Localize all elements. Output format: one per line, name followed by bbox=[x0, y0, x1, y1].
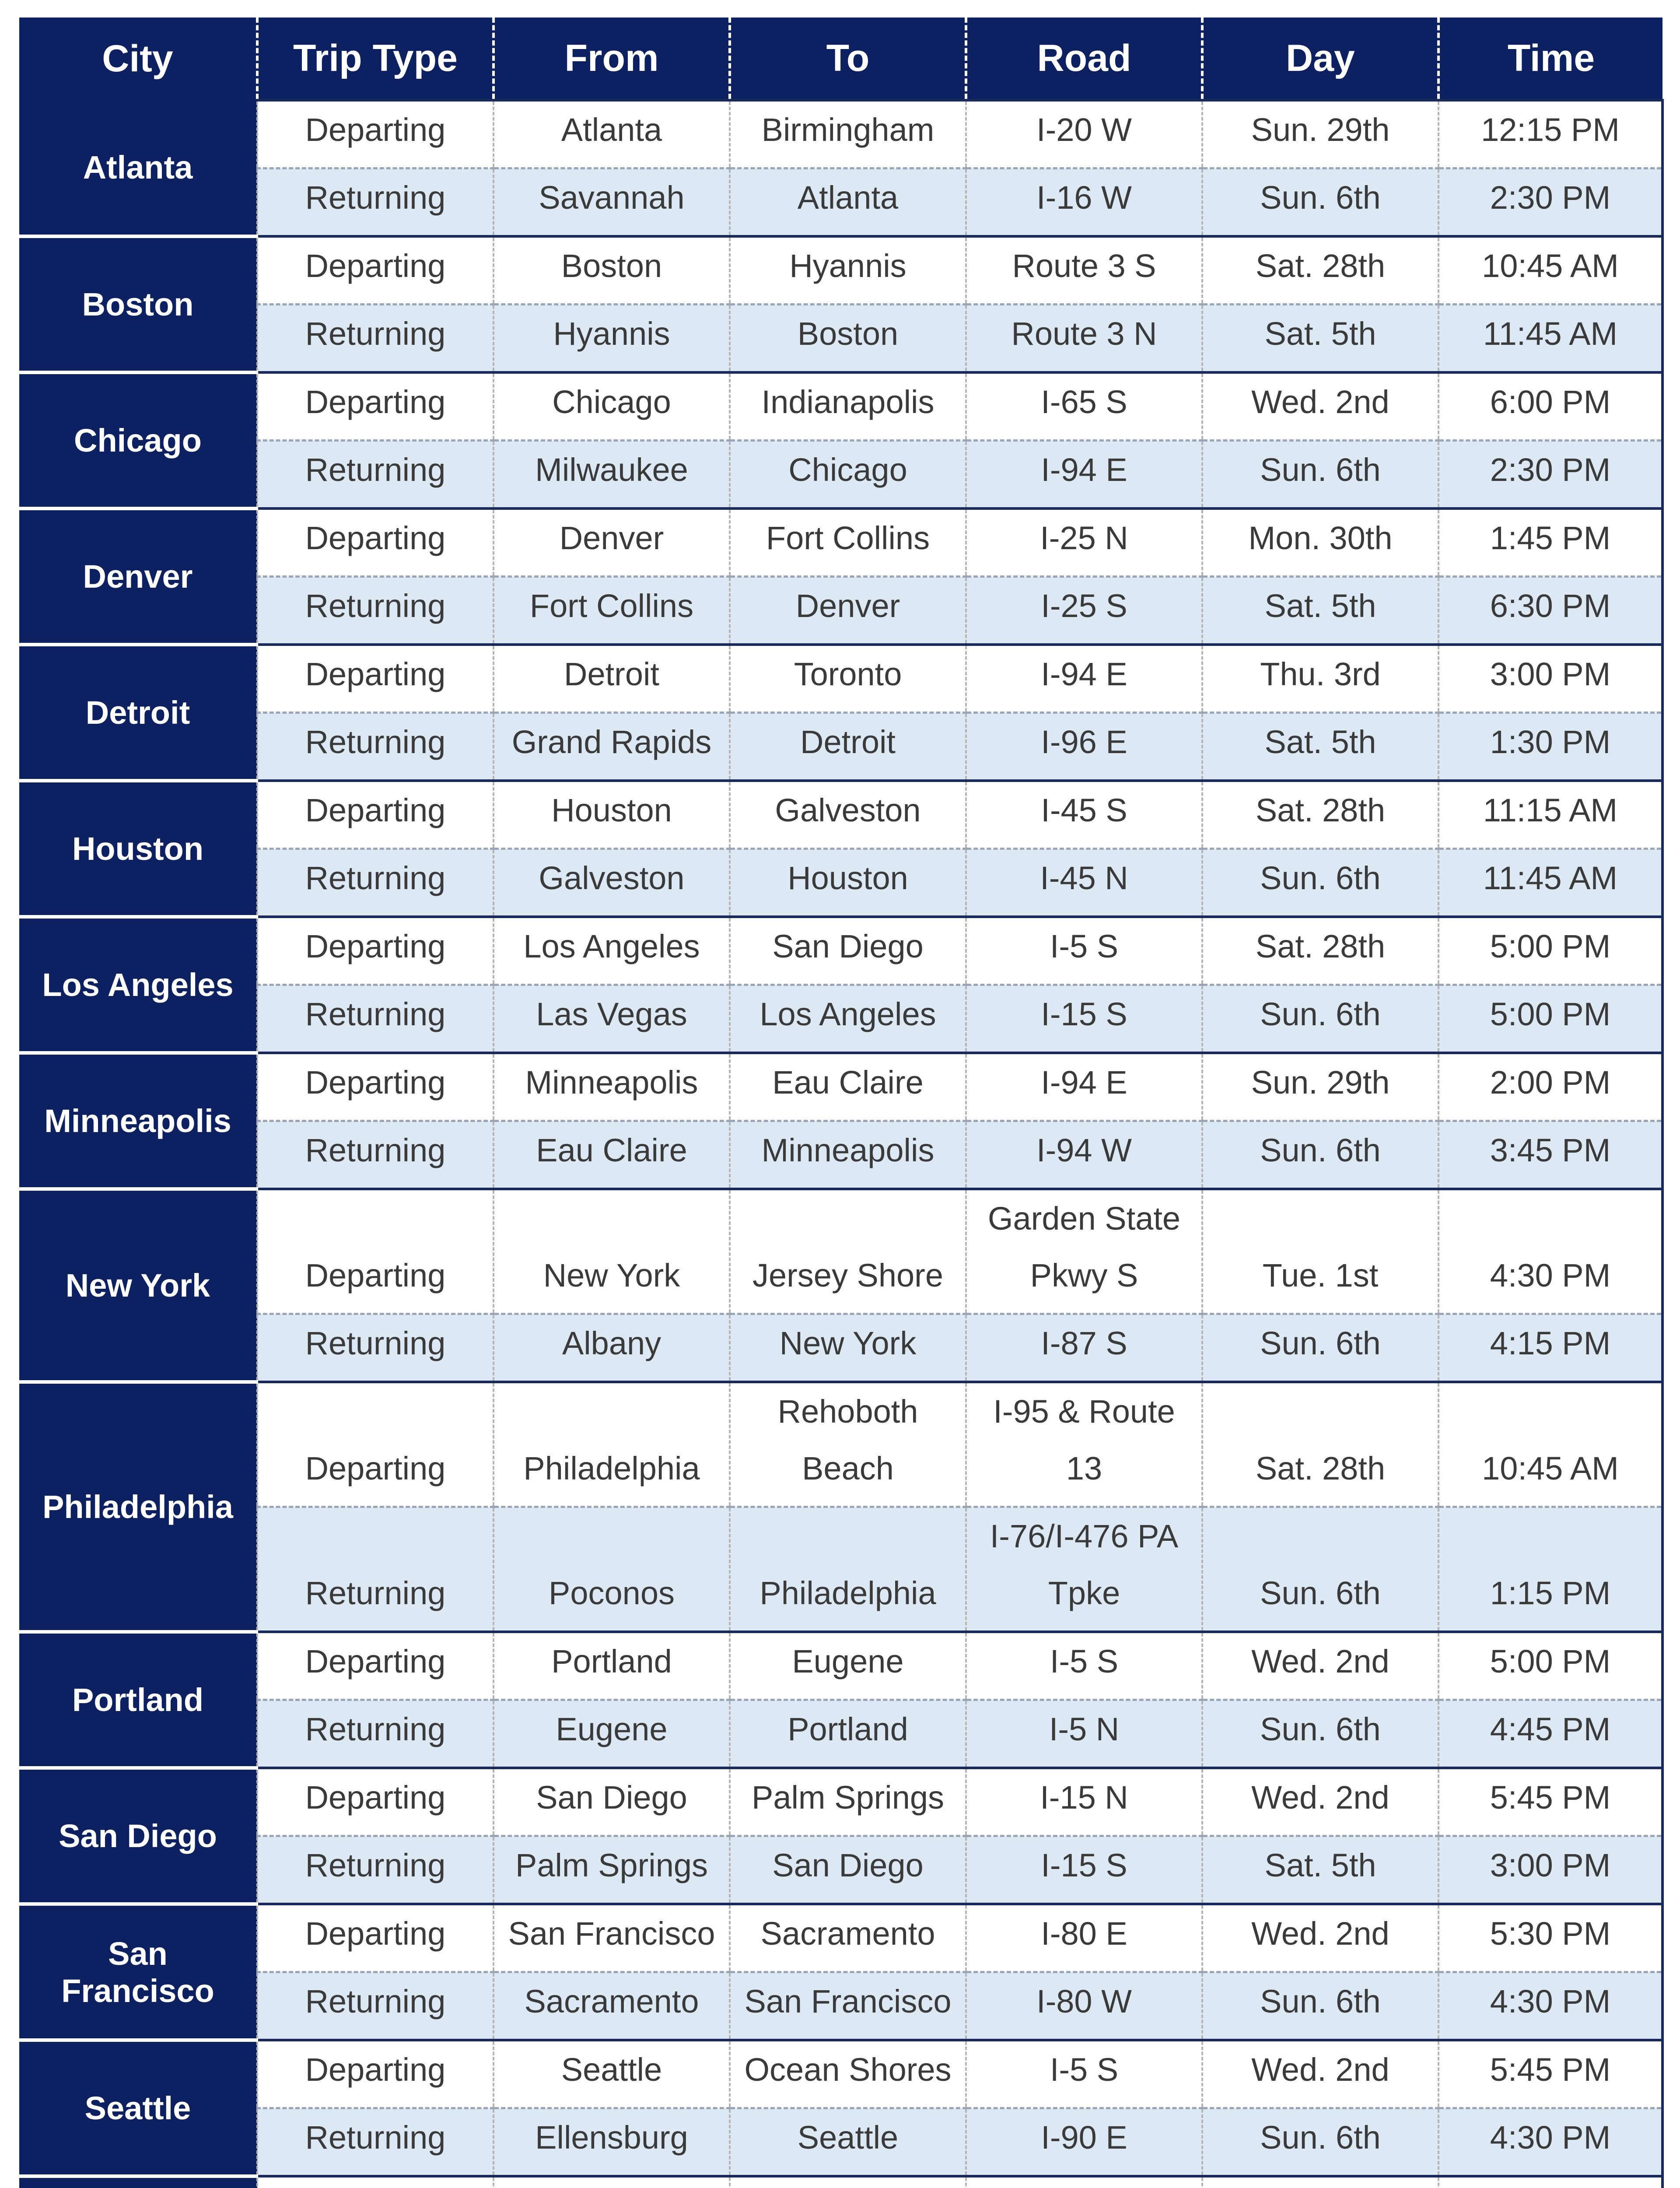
day-cell: Sun. 6th bbox=[1202, 1972, 1438, 2041]
city-cell: Philadelphia bbox=[19, 1382, 257, 1632]
to-cell: Boston bbox=[730, 305, 966, 373]
day-cell: Sat. 5th bbox=[1202, 1836, 1438, 1904]
from-cell: Philadelphia bbox=[494, 1382, 730, 1507]
to-cell: Detroit bbox=[730, 713, 966, 781]
time-cell: 5:00 PM bbox=[1438, 917, 1662, 985]
road-cell: I-5 S bbox=[966, 1632, 1202, 1700]
trip-type-cell: Returning bbox=[257, 2108, 494, 2177]
to-cell: Los Angeles bbox=[730, 985, 966, 1053]
time-cell: 11:15 AM bbox=[1438, 781, 1662, 849]
trip-type-cell: Departing bbox=[257, 917, 494, 985]
trip-type-cell: Departing bbox=[257, 2040, 494, 2108]
table-row bbox=[19, 849, 1662, 917]
time-cell: 10:45 AM bbox=[1438, 1382, 1662, 1507]
road-cell: I-90 E bbox=[966, 2108, 1202, 2177]
time-cell: 4:30 PM bbox=[1438, 1972, 1662, 2041]
header-from: From bbox=[494, 18, 730, 100]
day-cell: Tue. 1st bbox=[1202, 1189, 1438, 1314]
time-cell: 1:45 PM bbox=[1438, 508, 1662, 577]
time-cell: 5:30 PM bbox=[1438, 1904, 1662, 1972]
to-cell: Portland bbox=[730, 1700, 966, 1768]
time-cell: 3:00 PM bbox=[1438, 645, 1662, 713]
to-cell: Birmingham bbox=[730, 100, 966, 168]
table-row bbox=[19, 1632, 1662, 1700]
table-row bbox=[19, 2108, 1662, 2177]
day-cell: Sun. 6th bbox=[1202, 985, 1438, 1053]
city-cell: Chicago bbox=[19, 372, 257, 508]
to-cell: Eugene bbox=[730, 1632, 966, 1700]
day-cell: Sun. 6th bbox=[1202, 1314, 1438, 1382]
table-row bbox=[19, 508, 1662, 577]
trip-type-cell: Departing bbox=[257, 372, 494, 441]
to-cell bbox=[730, 2176, 966, 2188]
trip-type-cell: Departing bbox=[257, 1189, 494, 1314]
trip-type-cell: Returning bbox=[257, 1700, 494, 1768]
day-cell: Sun. 29th bbox=[1202, 100, 1438, 168]
road-cell: I-87 S bbox=[966, 1314, 1202, 1382]
day-cell: Sat. 28th bbox=[1202, 917, 1438, 985]
road-cell: I-94 E bbox=[966, 1053, 1202, 1121]
to-cell: Denver bbox=[730, 577, 966, 645]
day-cell: Sun. 29th bbox=[1202, 1053, 1438, 1121]
table-row bbox=[19, 2040, 1662, 2108]
trip-type-cell: Returning bbox=[257, 1507, 494, 1632]
time-cell: 1:30 PM bbox=[1438, 713, 1662, 781]
to-cell: Jersey Shore bbox=[730, 1189, 966, 1314]
trip-type-cell: Returning bbox=[257, 1972, 494, 2041]
time-cell: 6:00 PM bbox=[1438, 372, 1662, 441]
day-cell: Wed. 2nd bbox=[1202, 1768, 1438, 1836]
header-to: To bbox=[730, 18, 966, 100]
to-cell: New York bbox=[730, 1314, 966, 1382]
to-cell: Chicago bbox=[730, 441, 966, 509]
trip-type-cell: Departing bbox=[257, 508, 494, 577]
city-cell: Detroit bbox=[19, 645, 257, 781]
day-cell: Sun. 6th bbox=[1202, 1507, 1438, 1632]
to-cell: Galveston bbox=[730, 781, 966, 849]
to-cell: San Diego bbox=[730, 917, 966, 985]
trip-type-cell bbox=[257, 2176, 494, 2188]
from-cell: San Francisco bbox=[494, 1904, 730, 1972]
city-cell: Seattle bbox=[19, 2040, 257, 2176]
table-row bbox=[19, 1507, 1662, 1632]
time-cell: 11:45 AM bbox=[1438, 849, 1662, 917]
day-cell: Sun. 6th bbox=[1202, 2108, 1438, 2177]
to-cell: Indianapolis bbox=[730, 372, 966, 441]
time-cell: 5:45 PM bbox=[1438, 1768, 1662, 1836]
header-time: Time bbox=[1438, 18, 1662, 100]
road-cell: I-96 E bbox=[966, 713, 1202, 781]
table-row bbox=[19, 1121, 1662, 1189]
road-cell: I-45 S bbox=[966, 781, 1202, 849]
header-trip-type: Trip Type bbox=[257, 18, 494, 100]
city-cell bbox=[19, 2176, 257, 2188]
road-cell: I-20 W bbox=[966, 100, 1202, 168]
to-cell: Palm Springs bbox=[730, 1768, 966, 1836]
day-cell: Wed. 2nd bbox=[1202, 2040, 1438, 2108]
day-cell: Sat. 5th bbox=[1202, 305, 1438, 373]
road-cell: I-5 N bbox=[966, 1700, 1202, 1768]
from-cell: Los Angeles bbox=[494, 917, 730, 985]
time-cell: 5:45 PM bbox=[1438, 2040, 1662, 2108]
city-cell: New York bbox=[19, 1189, 257, 1382]
road-cell: I-5 S bbox=[966, 2040, 1202, 2108]
table-row bbox=[19, 441, 1662, 509]
time-cell: 4:30 PM bbox=[1438, 2108, 1662, 2177]
city-cell: Houston bbox=[19, 781, 257, 917]
table-row bbox=[19, 1053, 1662, 1121]
to-cell: Atlanta bbox=[730, 168, 966, 237]
day-cell: Sat. 5th bbox=[1202, 577, 1438, 645]
day-cell: Sat. 28th bbox=[1202, 236, 1438, 305]
city-cell: Denver bbox=[19, 508, 257, 645]
road-cell: I-5 S bbox=[966, 917, 1202, 985]
road-cell: I-45 N bbox=[966, 849, 1202, 917]
table-row bbox=[19, 1700, 1662, 1768]
trip-type-cell: Returning bbox=[257, 577, 494, 645]
from-cell: Atlanta bbox=[494, 100, 730, 168]
table-row bbox=[19, 645, 1662, 713]
road-cell: I-76/I-476 PA Tpke bbox=[966, 1507, 1202, 1632]
road-cell bbox=[966, 2176, 1202, 2188]
time-cell: 1:15 PM bbox=[1438, 1507, 1662, 1632]
to-cell: Sacramento bbox=[730, 1904, 966, 1972]
day-cell: Sun. 6th bbox=[1202, 849, 1438, 917]
time-cell: 4:45 PM bbox=[1438, 1700, 1662, 1768]
trip-type-cell: Departing bbox=[257, 1768, 494, 1836]
trip-type-cell: Departing bbox=[257, 1382, 494, 1507]
table-row bbox=[19, 713, 1662, 781]
from-cell: Las Vegas bbox=[494, 985, 730, 1053]
to-cell: San Diego bbox=[730, 1836, 966, 1904]
from-cell: Eugene bbox=[494, 1700, 730, 1768]
to-cell: Ocean Shores bbox=[730, 2040, 966, 2108]
from-cell: New York bbox=[494, 1189, 730, 1314]
to-cell: Minneapolis bbox=[730, 1121, 966, 1189]
road-cell: I-25 S bbox=[966, 577, 1202, 645]
road-cell: I-95 & Route 13 bbox=[966, 1382, 1202, 1507]
table-row bbox=[19, 236, 1662, 305]
road-cell: I-94 W bbox=[966, 1121, 1202, 1189]
table-row bbox=[19, 372, 1662, 441]
road-cell: I-15 S bbox=[966, 985, 1202, 1053]
table-row bbox=[19, 1904, 1662, 1972]
from-cell: Grand Rapids bbox=[494, 713, 730, 781]
trip-type-cell: Returning bbox=[257, 1314, 494, 1382]
table-row bbox=[19, 781, 1662, 849]
table-row bbox=[19, 1382, 1662, 1507]
to-cell: Seattle bbox=[730, 2108, 966, 2177]
day-cell: Wed. 2nd bbox=[1202, 1904, 1438, 1972]
trip-type-cell: Departing bbox=[257, 1632, 494, 1700]
trip-type-cell: Returning bbox=[257, 985, 494, 1053]
table-row bbox=[19, 917, 1662, 985]
time-cell bbox=[1438, 2176, 1662, 2188]
time-cell: 11:45 AM bbox=[1438, 305, 1662, 373]
table-row bbox=[19, 168, 1662, 237]
trip-type-cell: Returning bbox=[257, 168, 494, 237]
trip-type-cell: Returning bbox=[257, 713, 494, 781]
from-cell: Chicago bbox=[494, 372, 730, 441]
city-cell: Portland bbox=[19, 1632, 257, 1768]
table-row bbox=[19, 1836, 1662, 1904]
table-row bbox=[19, 305, 1662, 373]
road-cell: I-94 E bbox=[966, 645, 1202, 713]
time-cell: 6:30 PM bbox=[1438, 577, 1662, 645]
from-cell: Palm Springs bbox=[494, 1836, 730, 1904]
road-cell: I-15 S bbox=[966, 1836, 1202, 1904]
day-cell: Sat. 5th bbox=[1202, 713, 1438, 781]
from-cell: Savannah bbox=[494, 168, 730, 237]
road-cell: Garden State Pkwy S bbox=[966, 1189, 1202, 1314]
table-row bbox=[19, 2176, 1662, 2188]
road-cell: I-80 W bbox=[966, 1972, 1202, 2041]
from-cell: Houston bbox=[494, 781, 730, 849]
time-cell: 4:15 PM bbox=[1438, 1314, 1662, 1382]
city-cell: Minneapolis bbox=[19, 1053, 257, 1189]
trip-table bbox=[19, 18, 1664, 2188]
city-cell: San Francisco bbox=[19, 1904, 257, 2040]
trip-table-body bbox=[19, 100, 1662, 2188]
road-cell: I-65 S bbox=[966, 372, 1202, 441]
time-cell: 5:00 PM bbox=[1438, 1632, 1662, 1700]
from-cell: Portland bbox=[494, 1632, 730, 1700]
trip-type-cell: Returning bbox=[257, 305, 494, 373]
city-cell: Atlanta bbox=[19, 100, 257, 236]
day-cell: Sun. 6th bbox=[1202, 441, 1438, 509]
table-row bbox=[19, 577, 1662, 645]
table-row bbox=[19, 1189, 1662, 1314]
city-cell: Los Angeles bbox=[19, 917, 257, 1053]
time-cell: 4:30 PM bbox=[1438, 1189, 1662, 1314]
from-cell: Minneapolis bbox=[494, 1053, 730, 1121]
to-cell: Fort Collins bbox=[730, 508, 966, 577]
from-cell: Boston bbox=[494, 236, 730, 305]
table-row bbox=[19, 100, 1662, 168]
road-cell: I-16 W bbox=[966, 168, 1202, 237]
from-cell: Hyannis bbox=[494, 305, 730, 373]
day-cell: Sat. 28th bbox=[1202, 1382, 1438, 1507]
time-cell: 10:45 AM bbox=[1438, 236, 1662, 305]
from-cell bbox=[494, 2176, 730, 2188]
from-cell: Galveston bbox=[494, 849, 730, 917]
road-cell: Route 3 S bbox=[966, 236, 1202, 305]
day-cell: Thu. 3rd bbox=[1202, 645, 1438, 713]
trip-type-cell: Departing bbox=[257, 1904, 494, 1972]
road-cell: Route 3 N bbox=[966, 305, 1202, 373]
from-cell: Fort Collins bbox=[494, 577, 730, 645]
day-cell: Sun. 6th bbox=[1202, 1700, 1438, 1768]
trip-type-cell: Departing bbox=[257, 781, 494, 849]
road-cell: I-25 N bbox=[966, 508, 1202, 577]
day-cell: Sat. 28th bbox=[1202, 781, 1438, 849]
header-row bbox=[19, 18, 1662, 100]
trip-type-cell: Departing bbox=[257, 100, 494, 168]
trip-type-cell: Returning bbox=[257, 441, 494, 509]
to-cell: Eau Claire bbox=[730, 1053, 966, 1121]
road-cell: I-94 E bbox=[966, 441, 1202, 509]
city-cell: Boston bbox=[19, 236, 257, 372]
from-cell: Eau Claire bbox=[494, 1121, 730, 1189]
road-cell: I-80 E bbox=[966, 1904, 1202, 1972]
time-cell: 2:00 PM bbox=[1438, 1053, 1662, 1121]
time-cell: 2:30 PM bbox=[1438, 441, 1662, 509]
from-cell: Sacramento bbox=[494, 1972, 730, 2041]
day-cell: Wed. 2nd bbox=[1202, 372, 1438, 441]
to-cell: Rehoboth Beach bbox=[730, 1382, 966, 1507]
header-city: City bbox=[19, 18, 257, 100]
from-cell: Ellensburg bbox=[494, 2108, 730, 2177]
to-cell: Philadelphia bbox=[730, 1507, 966, 1632]
day-cell: Wed. 2nd bbox=[1202, 1632, 1438, 1700]
trip-type-cell: Departing bbox=[257, 236, 494, 305]
time-cell: 12:15 PM bbox=[1438, 100, 1662, 168]
time-cell: 3:45 PM bbox=[1438, 1121, 1662, 1189]
table-row bbox=[19, 1314, 1662, 1382]
from-cell: Seattle bbox=[494, 2040, 730, 2108]
day-cell: Sun. 6th bbox=[1202, 1121, 1438, 1189]
trip-schedule bbox=[19, 18, 1662, 2188]
from-cell: San Diego bbox=[494, 1768, 730, 1836]
from-cell: Albany bbox=[494, 1314, 730, 1382]
header-road: Road bbox=[966, 18, 1202, 100]
day-cell: Sun. 6th bbox=[1202, 168, 1438, 237]
road-cell: I-15 N bbox=[966, 1768, 1202, 1836]
trip-type-cell: Departing bbox=[257, 1053, 494, 1121]
to-cell: Hyannis bbox=[730, 236, 966, 305]
trip-type-cell: Returning bbox=[257, 849, 494, 917]
time-cell: 2:30 PM bbox=[1438, 168, 1662, 237]
header-day: Day bbox=[1202, 18, 1438, 100]
trip-type-cell: Returning bbox=[257, 1836, 494, 1904]
from-cell: Poconos bbox=[494, 1507, 730, 1632]
trip-type-cell: Departing bbox=[257, 645, 494, 713]
time-cell: 3:00 PM bbox=[1438, 1836, 1662, 1904]
trip-type-cell: Returning bbox=[257, 1121, 494, 1189]
from-cell: Denver bbox=[494, 508, 730, 577]
to-cell: San Francisco bbox=[730, 1972, 966, 2041]
city-cell: San Diego bbox=[19, 1768, 257, 1904]
table-row bbox=[19, 985, 1662, 1053]
from-cell: Detroit bbox=[494, 645, 730, 713]
to-cell: Houston bbox=[730, 849, 966, 917]
day-cell: Mon. 30th bbox=[1202, 508, 1438, 577]
table-row bbox=[19, 1972, 1662, 2041]
time-cell: 5:00 PM bbox=[1438, 985, 1662, 1053]
day-cell bbox=[1202, 2176, 1438, 2188]
table-row bbox=[19, 1768, 1662, 1836]
from-cell: Milwaukee bbox=[494, 441, 730, 509]
to-cell: Toronto bbox=[730, 645, 966, 713]
